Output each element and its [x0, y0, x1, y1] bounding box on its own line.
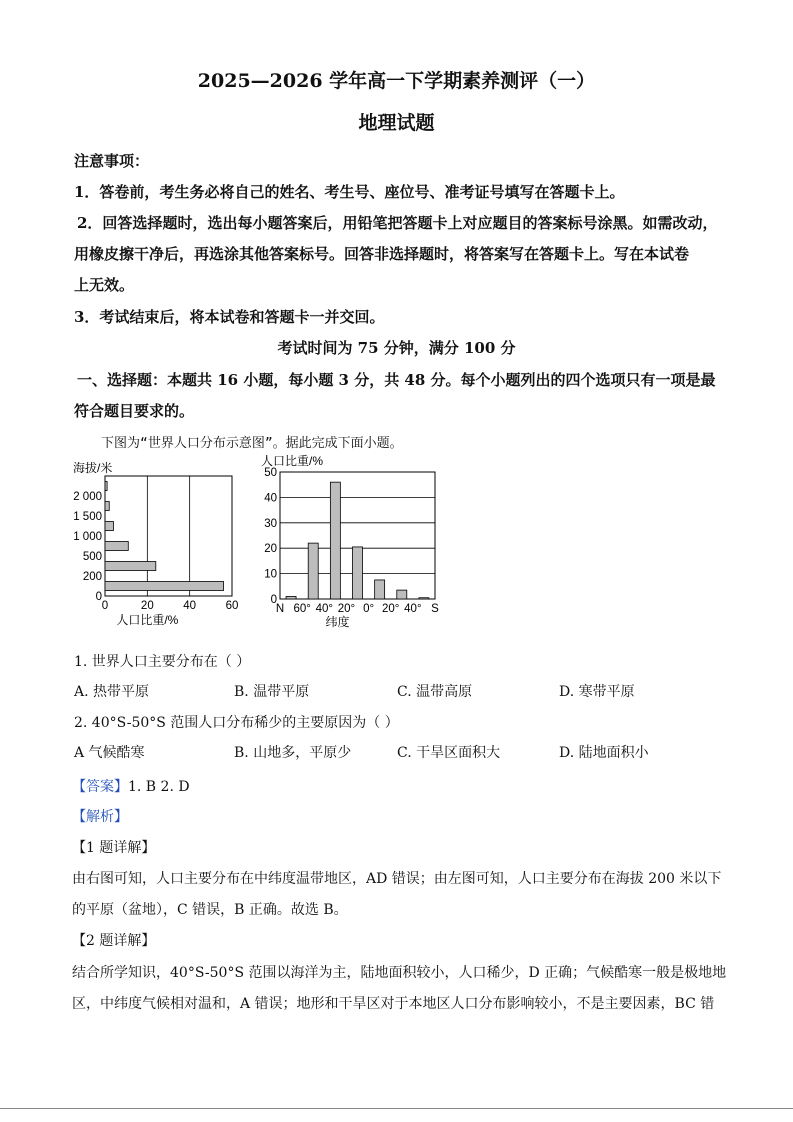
x-tick-label: 0: [101, 600, 109, 612]
x-tick-label: N: [275, 603, 285, 615]
bar: [286, 596, 296, 599]
bar: [419, 598, 429, 599]
bar: [105, 522, 113, 531]
y-tick-label: 1 000: [73, 531, 102, 543]
section1-line-1: 一、选择题：本题共 16 小题，每小题 3 分，共 48 分。每个小题列出的四个选项只有一项是最: [77, 371, 716, 389]
x-tick-label: 20°: [337, 603, 356, 615]
q1-option-c: C. 温带高原: [397, 684, 473, 700]
y-axis-label: 人口比重/%: [261, 454, 324, 468]
x-tick-label: 40°: [404, 603, 422, 615]
notice-item-2-line-2: 用橡皮擦干净后，再选涂其他答案标号。回答非选择题时，将答案写在答题卡上。写在本试卷: [74, 245, 690, 263]
y-tick-label: 20: [264, 543, 277, 556]
x-axis-label: 人口比重/%: [116, 613, 179, 627]
y-tick-label: 50: [264, 467, 277, 479]
y-axis-label: 海拔/米: [73, 461, 113, 475]
q2-stem: 2. 40°S-50°S 范围人口分布稀少的主要原因为（ ）: [74, 715, 399, 731]
detail1-line-1: 由右图可知，人口主要分布在中纬度温带地区，AD 错误；由左图可知，人口主要分布在海拔 200 米以下: [72, 871, 722, 887]
notice-item-2-line-3: 上无效。: [74, 276, 135, 294]
q1-option-a: A. 热带平原: [74, 684, 150, 700]
section1-line-2: 符合题目要求的。: [74, 402, 195, 420]
y-tick-label: 10: [264, 568, 277, 581]
x-tick-label: 60°: [293, 603, 311, 615]
x-tick-label: 20: [140, 600, 154, 612]
q1-option-d: D. 寒带平原: [559, 684, 635, 700]
bar: [105, 542, 128, 551]
notice-item-1: 1．答卷前，考生务必将自己的姓名、考生号、座位号、准考证号填写在答题卡上。: [74, 183, 625, 201]
exam-title: 2025—2026 学年高一下学期素养测评（一）: [197, 70, 596, 92]
y-tick-label: 0: [95, 591, 102, 603]
x-tick-label: 0°: [363, 603, 375, 615]
y-tick-label: 200: [82, 571, 102, 583]
detail2-heading: 【2 题详解】: [72, 933, 156, 949]
altitude-chart: [60, 458, 260, 630]
q2-option-c: C. 干旱区面积大: [397, 745, 501, 761]
x-tick-label: 40°: [315, 603, 333, 615]
x-tick-label: S: [431, 603, 439, 615]
q2-option-a: A 气候酷寒: [74, 745, 145, 761]
latitude-chart: [255, 452, 455, 630]
y-tick-label: 500: [82, 551, 102, 563]
bar: [105, 562, 156, 571]
q1-stem: 1. 世界人口主要分布在（ ）: [74, 654, 251, 670]
bar: [105, 582, 224, 591]
notice-item-2-line-1: 2．回答选择题时，选出每小题答案后，用铅笔把答题卡上对应题目的答案标号涂黑。如需改动，: [77, 214, 718, 232]
bar: [397, 590, 407, 599]
detail2-line-1: 结合所学知识，40°S-50°S 范围以海洋为主，陆地面积较小，人口稀少，D 正确；气候酷寒一般是极地地: [72, 965, 727, 981]
answer-line: [72, 776, 190, 796]
x-axis-label: 纬度: [325, 615, 350, 629]
y-tick-label: 40: [264, 492, 277, 505]
x-tick-label: 60: [225, 600, 239, 612]
notice-item-3: 3．考试结束后，将本试卷和答题卡一并交回。: [74, 308, 385, 326]
analysis-label: 【解析】: [72, 809, 128, 825]
bar: [105, 502, 109, 511]
bar: [330, 482, 340, 599]
detail1-line-2: 的平原（盆地），C 错误，B 正确。故选 B。: [72, 902, 348, 918]
answer-label: 【答案】: [72, 779, 128, 795]
y-tick-label: 30: [264, 517, 277, 530]
bar: [105, 482, 107, 491]
y-tick-label: 1 500: [73, 511, 102, 523]
y-tick-label: 2 000: [73, 491, 102, 503]
notice-heading: 注意事项：: [74, 152, 150, 170]
q2-option-b: B. 山地多，平原少: [234, 745, 352, 761]
y-tick-label: 0: [270, 594, 277, 606]
q2-option-d: D. 陆地面积小: [559, 745, 649, 761]
bar: [375, 580, 385, 599]
bar: [353, 547, 363, 599]
x-tick-label: 40: [183, 600, 197, 612]
page-footer-rule: [0, 1108, 793, 1109]
bar: [308, 543, 318, 599]
detail1-heading: 【1 题详解】: [72, 840, 156, 856]
detail2-line-2: 区，中纬度气候相对温和，A 错误；地形和干旱区对于本地区人口分布影响较小，不是主要因素，BC 错: [72, 996, 715, 1012]
q1-option-b: B. 温带平原: [234, 684, 310, 700]
x-tick-label: 20°: [382, 603, 400, 615]
plot-frame: [105, 476, 232, 596]
subject-title: 地理试题: [358, 112, 435, 134]
exam-time: 考试时间为 75 分钟，满分 100 分: [277, 339, 516, 357]
figure-caption: 下图为“世界人口分布示意图”。据此完成下面小题。: [101, 436, 403, 451]
answer-text: 1. B 2. D: [128, 779, 190, 795]
